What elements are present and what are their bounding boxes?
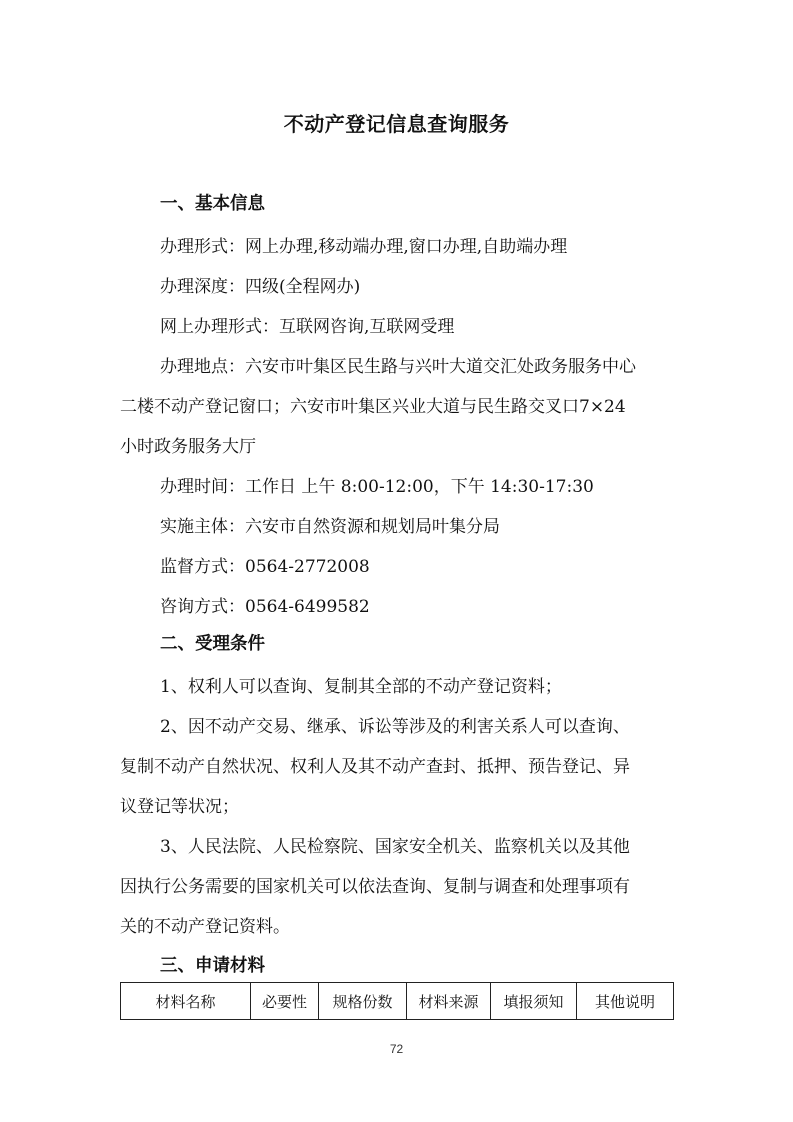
info-line-online-form: 网上办理形式：互联网咨询,互联网受理 <box>160 317 455 337</box>
info-line-consult-phone: 咨询方式：0564-6499582 <box>160 597 370 617</box>
table-header-cell: 材料名称 <box>121 983 251 1020</box>
page-number: 72 <box>389 1042 404 1056</box>
condition-line-3-cont2: 关的不动产登记资料。 <box>120 917 290 937</box>
condition-line-3: 3、人民法院、人民检察院、国家安全机关、监察机关以及其他 <box>160 837 630 857</box>
table-header-cell: 其他说明 <box>577 983 674 1020</box>
section-heading-basic-info: 一、基本信息 <box>160 194 265 214</box>
info-line-hours: 办理时间：工作日 上午 8:00-12:00，下午 14:30-17:30 <box>160 477 594 497</box>
table-header-row <box>121 983 674 1020</box>
info-line-supervision-phone: 监督方式：0564-2772008 <box>160 557 370 577</box>
table-header-cell: 材料来源 <box>407 983 491 1020</box>
info-line-authority: 实施主体：六安市自然资源和规划局叶集分局 <box>160 517 500 537</box>
condition-line-2-cont: 复制不动产自然状况、权利人及其不动产查封、抵押、预告登记、异 <box>120 757 630 777</box>
page-title: 不动产登记信息查询服务 <box>283 112 510 136</box>
info-line-location-cont2: 小时政务服务大厅 <box>120 437 256 457</box>
table-header-cell: 填报须知 <box>491 983 577 1020</box>
condition-line-2-cont2: 议登记等状况； <box>120 797 239 817</box>
table-header-cell: 必要性 <box>251 983 319 1020</box>
section-heading-materials: 三、申请材料 <box>160 956 265 976</box>
materials-table <box>120 982 674 1020</box>
info-line-handling-form: 办理形式：网上办理,移动端办理,窗口办理,自助端办理 <box>160 237 568 257</box>
table-header-cell: 规格份数 <box>319 983 407 1020</box>
section-heading-conditions: 二、受理条件 <box>160 634 265 654</box>
condition-line-1: 1、权利人可以查询、复制其全部的不动产登记资料； <box>160 677 562 697</box>
info-line-location-cont: 二楼不动产登记窗口；六安市叶集区兴业大道与民生路交叉口7×24 <box>120 397 626 417</box>
info-line-location: 办理地点：六安市叶集区民生路与兴叶大道交汇处政务服务中心 <box>160 357 636 377</box>
condition-line-3-cont: 因执行公务需要的国家机关可以依法查询、复制与调查和处理事项有 <box>120 877 630 897</box>
condition-line-2: 2、因不动产交易、继承、诉讼等涉及的利害关系人可以查询、 <box>160 717 630 737</box>
info-line-handling-depth: 办理深度：四级(全程网办) <box>160 277 361 297</box>
